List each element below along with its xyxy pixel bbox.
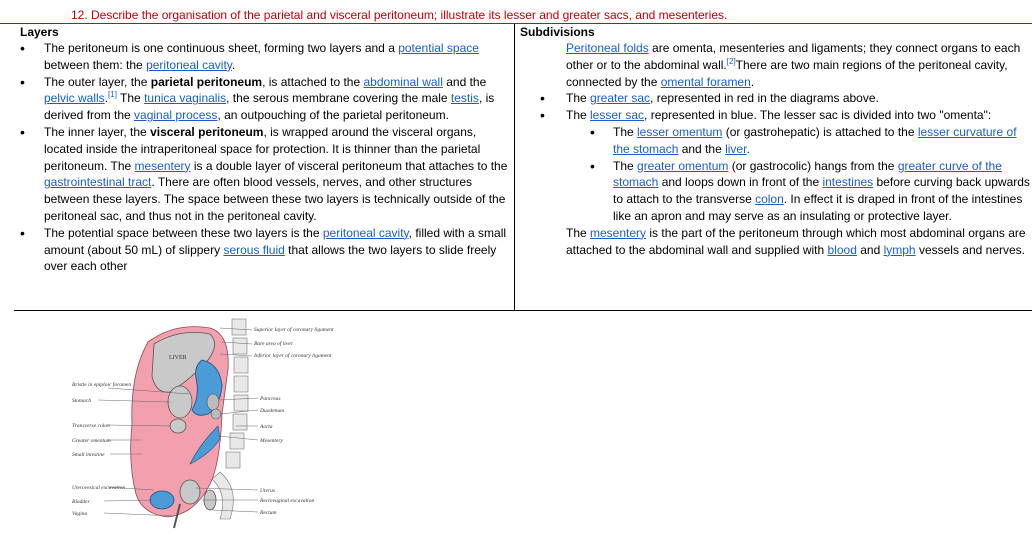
link-tunica-vaginalis[interactable]: tunica vaginalis — [144, 91, 227, 106]
bladder-shape — [150, 491, 174, 509]
text: . In effect it is draped in front of the intestines like an apron and may serve as an insulating or protective layer. — [613, 192, 1023, 223]
link-liver[interactable]: liver — [725, 141, 747, 156]
link-greater-sac[interactable]: greater sac — [590, 91, 651, 106]
text: (or gastrocolic) hangs from the — [728, 158, 898, 173]
link-lesser-curvature[interactable]: lesser curvature of the stomach — [613, 124, 1017, 156]
text: . There are often blood vessels, nerves, and other structures between these layers. The space between these two layers is technically outside of the peritoneal sac, and thus not in the peritoneal cavity. — [44, 175, 506, 223]
link-serous-fluid[interactable]: serous fluid — [223, 242, 285, 257]
text: , is wrapped around the visceral organs, located inside the intraperitoneal space for protection. It is thinner than the parietal peritoneum. The — [44, 124, 481, 173]
text: and — [856, 242, 884, 257]
label-transverse-colon: Transverse colon — [72, 423, 110, 429]
layers-header: Layers — [20, 25, 59, 39]
link-colon[interactable]: colon — [755, 192, 784, 207]
label-greater-omentum: Greater omentum — [72, 438, 111, 444]
link-abdominal-wall[interactable]: abdominal wall — [363, 74, 443, 89]
duodenum-shape — [211, 409, 221, 419]
text: . — [746, 141, 750, 156]
label-rectum: Rectum — [260, 510, 277, 516]
text: and the — [442, 74, 487, 89]
label-uterovesical: Uterovesical excavation — [72, 485, 126, 491]
link-peritoneal-cavity-2[interactable]: peritoneal cavity — [322, 225, 409, 240]
citation-2[interactable]: [2] — [726, 56, 736, 66]
lesser-omentum-bullet — [518, 124, 1030, 158]
text: The peritoneum is one continuous sheet, forming two layers and a — [44, 41, 399, 55]
text: The inner layer, the — [44, 124, 151, 139]
text: The — [566, 225, 591, 240]
transverse-colon-shape — [170, 419, 186, 433]
label-pancreas: Pancreas — [260, 396, 281, 402]
link-vaginal-process[interactable]: vaginal process — [134, 108, 218, 123]
link-omental-foramen[interactable]: omental foramen — [660, 74, 751, 89]
link-intestines[interactable]: intestines — [822, 175, 874, 190]
text: is the part of the peritoneum through which most abdominal organs are attached to the abdominal wall and supplied with — [566, 225, 1026, 257]
label-superior-coronary: Superior layer of coronary ligament — [254, 327, 334, 333]
label-small-intestine: Small intestine — [72, 452, 105, 458]
label-vagina: Vagina — [72, 511, 88, 517]
link-pelvic-walls[interactable]: pelvic walls — [44, 91, 105, 106]
link-lymph[interactable]: lymph — [883, 242, 916, 257]
label-inferior-coronary: Inferior layer of coronary ligament — [254, 353, 332, 359]
layers-bullet-4 — [14, 225, 510, 275]
bold-term: visceral peritoneum — [150, 124, 264, 139]
text: vessels and nerves. — [915, 242, 1025, 257]
text: . — [750, 74, 755, 89]
text: , an outpouching of the parietal peritoneum. — [217, 108, 449, 123]
citation-1[interactable]: [1] — [108, 90, 117, 100]
layers-bullet-2 — [14, 74, 510, 124]
label-aorta: Aorta — [260, 424, 273, 430]
link-peritoneal-cavity[interactable]: peritoneal cavity — [146, 57, 232, 72]
text: and loops down in front of the — [658, 175, 823, 190]
layers-column — [14, 24, 510, 275]
text: . — [231, 57, 236, 72]
layers-bullet-1 — [14, 40, 510, 74]
label-stomach: Stomach — [72, 398, 91, 404]
subdivisions-column — [518, 24, 1030, 258]
text: There are two main regions of the peritoneal cavity, connected by the — [566, 57, 1008, 89]
liver-label: LIVER — [169, 355, 187, 361]
link-blood[interactable]: blood — [827, 242, 857, 257]
text: , filled with a small amount (about 50 mL) of slippery — [44, 225, 507, 257]
column-divider — [514, 24, 515, 310]
text: and the — [678, 141, 726, 156]
text: . — [104, 91, 109, 106]
link-potential-space[interactable]: potential space — [398, 41, 479, 55]
label-uterus: Uterus — [260, 488, 275, 494]
bold-term: parietal peritoneum — [150, 74, 263, 89]
text: that allows the two layers to slide freely over each other — [44, 242, 497, 274]
text: The — [613, 158, 638, 173]
link-lesser-omentum[interactable]: lesser omentum — [637, 124, 723, 139]
layers-bullet-3 — [14, 124, 510, 225]
link-mesentery-2[interactable]: mesentery — [590, 225, 647, 240]
text: between them: the — [44, 57, 147, 72]
text: The — [116, 91, 145, 106]
text: are omenta, mesenteries and ligaments; they connect organs to each other or to the abdominal wall. — [566, 41, 1021, 72]
subdivisions-intro — [518, 40, 1030, 90]
text: The — [566, 108, 591, 123]
text: The — [566, 91, 591, 106]
label-bladder: Bladder — [72, 499, 90, 505]
text: before curving back upwards to attach to the transverse — [613, 175, 1030, 207]
text: The outer layer, the — [44, 74, 151, 89]
subdivisions-header: Subdivisions — [520, 25, 595, 39]
pancreas-shape — [207, 394, 219, 410]
text: (or gastrohepatic) is attached to the — [722, 124, 918, 139]
label-rectovaginal: Rectovaginal excavation — [260, 498, 315, 504]
question-title: 12. Describe the organisation of the parietal and visceral peritoneum; illustrate its lesser and greater sacs, and mesenteries. — [71, 8, 728, 22]
greater-omentum-bullet — [518, 158, 1030, 225]
link-testis[interactable]: testis — [450, 91, 479, 106]
text: The potential space between these two layers is the — [44, 225, 323, 240]
link-gastrointestinal-tract[interactable]: gastrointestinal tract — [44, 175, 152, 190]
text: is a double layer of visceral peritoneum that attaches to the — [190, 158, 508, 173]
text: , is attached to the — [262, 74, 364, 89]
label-epiploic-foramen: Bristle in epiploic foramen — [72, 382, 132, 388]
link-peritoneal-folds[interactable]: Peritoneal folds — [566, 41, 649, 55]
link-greater-curve[interactable]: greater curve of the stomach — [613, 158, 1002, 190]
link-mesentery[interactable]: mesentery — [134, 158, 191, 173]
label-bare-area: Bare area of liver — [254, 341, 293, 347]
link-lesser-sac[interactable]: lesser sac — [590, 108, 645, 123]
stomach-shape — [168, 386, 192, 418]
peritoneum-sagittal-diagram — [70, 314, 340, 535]
uterus-shape — [180, 480, 200, 504]
greater-sac-bullet — [518, 90, 1030, 107]
text: , represented in red in the diagrams above. — [650, 91, 879, 106]
label-mesentery: Mesentery — [260, 438, 283, 444]
text: , represented in blue. The lesser sac is divided into two "omenta": — [644, 108, 992, 123]
label-duodenum: Duodenum — [260, 408, 285, 414]
text: The — [613, 124, 638, 139]
text: , is derived from the — [44, 91, 495, 123]
link-greater-omentum[interactable]: greater omentum — [637, 158, 729, 173]
lesser-sac-bullet — [518, 107, 1030, 124]
mesentery-paragraph — [518, 225, 1030, 259]
text: , the serous membrane covering the male — [226, 91, 451, 106]
